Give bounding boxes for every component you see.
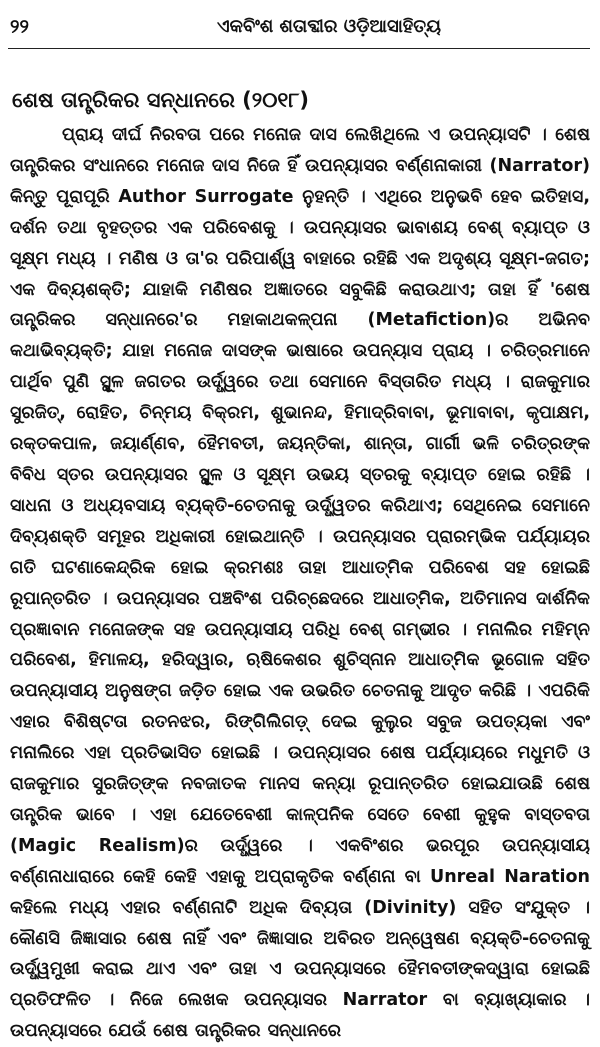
section-heading: ଶେଷ ତାନ୍ତ୍ରିକର ସନ୍ଧାନରେ (୨୦୧୮) (12, 88, 309, 112)
page-number: ୨୨ (10, 16, 29, 38)
body-paragraph: ପ୍ରାୟ ଦୀର୍ଘ ନିରବତା ପରେ ମନୋଜ ଦାସ ଲେଖିଥିଲେ ଏ ଉପନ୍ୟାସଟି । ଶେଷ ତାନ୍ତ୍ରିକର ସଂଧାନରେ ମନୋଜ ଦାସ ନିଜେ ହିଁ ଉପନ୍ୟାସର ବର୍ଣ୍ଣନାକାରୀ (Narrator) କିନ୍ତୁ ପୂରାପୂରି Author Surrogate ନୁହନ୍ତି । ଏଥିରେ ଅନୁଭବି ହେବ ଇତିହାସ, ଦର୍ଶନ ତଥା ବୃହତ୍ତର ଏକ ପରିବେଶକୁ । ଉପନ୍ୟାସର ଭାବାଶୟ ବେଶ୍ ବ୍ୟାପ୍ତ ଓ ସୂକ୍ଷ୍ମ ମଧ୍ୟ । ମଣିଷ ଓ ତା'ର ପରିପାର୍ଶ୍ୱ ବାହାରେ ରହିଛି ଏକ ଅଦୃଶ୍ୟ ସୂକ୍ଷ୍ମ-ଜଗତ; ଏକ ଦିବ୍ୟଶକ୍ତି; ଯାହାକି ମଣିଷର ଅଜ୍ଞାତରେ ସବୁକିଛି କରାଉଥାଏ; ତାହା ହିଁ 'ଶେଷ ତାନ୍ତ୍ରିକର ସନ୍ଧାନରେ'ର ମହାକାଥକଳ୍ପନା (Metafiction)ର ଅଭିନବ କଥାଭିବ୍ୟକ୍ତି; ଯାହା ମନୋଜ ଦାସଙ୍କ ଭାଷାରେ ଉପନ୍ୟାସ ପ୍ରାୟ । ଚରିତ୍ରମାନେ ପାର୍ଥିବ ପୁଣି ସ୍ଥୂଳ ଜଗତର ଉର୍ଦ୍ଧ୍ୱରେ ତଥା ସେମାନେ ବିସ୍ତାରିତ ମଧ୍ୟ । ରାଜକୁମାର ସୁରଜିତ୍, ରୋହିତ, ଚିନ୍ମୟ ବିକ୍ରମ, ଶୁଭାନନ୍ଦ, ହିମାଦ୍ରିବାବା, ଭୂମାବାବା, କୃପାକ୍ଷମ, ରକ୍ତକପାଳ, ଜୟାର୍ଣ୍ଣବ, ହୈମବତୀ, ଜୟନ୍ତିକା, ଶାନ୍ତା, ଗାର୍ଗୀ ଭଳି ଚରିତ୍ରଙ୍କ ବିବିଧ ସ୍ତର ଉପନ୍ୟାସର ସ୍ଥୂଳ ଓ ସୂକ୍ଷ୍ମ ଉଭୟ ସ୍ତରକୁ ବ୍ୟାପ୍ତ ହୋଇ ରହିଛି । ସାଧନା ଓ ଅଧ୍ୟବସାୟ ବ୍ୟକ୍ତି-ଚେତନାକୁ ଉର୍ଦ୍ଧ୍ୱତର କରିଥାଏ; ସେଥିନେଇ ସେମାନେ ଦିବ୍ୟଶକ୍ତି ସମୂହର ଅଧିକାରୀ ହୋଇଥାନ୍ତି । ଉପନ୍ୟାସର ପ୍ରାରମ୍ଭିକ ପର୍ଯ୍ୟାୟର ଗତି ଘଟଣାକେନ୍ଦ୍ରିକ ହୋଇ କ୍ରମଶଃ ତାହା ଆଧାତ୍ମିକ ପରିବେଶ ସହ ହୋଇଛି ରୂପାନ୍ତରିତ । ଉପନ୍ୟାସର ପଞ୍ଚବିଂଶ ପରିଚ୍ଛେଦରେ ଆଧାତ୍ମିକ, ଅତିମାନସ ଦାର୍ଶନିକ ପ୍ରଜ୍ଞାବାନ ମନୋଜଙ୍କ ସହ ଉପନ୍ୟାସୀୟ ପରିଧି ବେଶ୍ ଗମ୍ଭୀର । ମନାଲିର ମହିମ୍ନ ପରିବେଶ, ହିମାଳୟ, ହରିଦ୍ୱାର, ଋଷିକେଶର ଶୁଚିସ୍ନାନ ଆଧାତ୍ମିକ ଭୂଗୋଳ ସହିତ ଉପନ୍ୟାସୀୟ ଅନୁଷଙ୍ଗ ଜଡ଼ିତ ହୋଇ ଏକ ଉଭରିତ ଚେତନାକୁ ଆଦୃତ କରିଛି । ଏପରିକି ଏହାର ବିଶିଷ୍ଟତା ରତନଝର, ରିଙ୍ଗିଲିଗଡ଼୍ ଦେଇ କୁଲୁର ସବୁଜ ଉପତ୍ୟକା ଏବଂ ମନାଲିରେ ଏହା ପ୍ରତିଭାସିତ ହୋଇଛି । ଉପନ୍ୟାସର ଶେଷ ପର୍ଯ୍ୟାୟରେ ମଧୁମତି ଓ ରାଜକୁମାର ସୁରଜିତ୍‌ଙ୍କ ନବଜାତକ ମାନସ କନ୍ୟା ରୂପାନ୍ତରିତ ହୋଇଯାଉଛି ଶେଷ ତାନ୍ତ୍ରିକ ଭାବେ । ଏହା ଯେତେବେଶୀ କାଳ୍ପନିକ ସେତେ ବେଶୀ କୁହୁକ ବାସ୍ତବତା (Magic Realism)ର ଉର୍ଦ୍ଧ୍ୱରେ । ଏକବିଂଶର ଭରପୂର ଉପନ୍ୟାସୀୟ ବର୍ଣ୍ଣନାଧାରାରେ କେହି କେହି ଏହାକୁ ଅପ୍ରାକୃତିକ ବର୍ଣ୍ଣନା ବା Unreal Naration କହିଲେ ମଧ୍ୟ ଏହାର ବର୍ଣ୍ଣନାଟି ଅଧିକ ଦିବ୍ୟତା (Divinity) ସହିତ ସଂଯୁକ୍ତ । କୌଣସି ଜିଜ୍ଞାସାର ଶେଷ ନାହିଁ ଏବଂ ଜିଜ୍ଞାସାର ଅବିରତ ଅନ୍ୱେଷଣ ବ୍ୟକ୍ତି-ଚେତନାକୁ ଉର୍ଦ୍ଧ୍ୱମୁଖୀ କରାଇ ଥାଏ ଏବଂ ତାହା ଏ ଉପନ୍ୟାସରେ ହୈମବତୀଙ୍କଦ୍ୱାରା ହୋଇଛି ପ୍ରତିଫଳିତ । ନିଜେ ଲେଖକ ଉପନ୍ୟାସର Narrator ବା ବ୍ୟାଖ୍ୟାକାର । ଉପନ୍ୟାସରେ ଯେଉଁ ଶେଷ ତାନ୍ତ୍ରିକର ସନ୍ଧାନରେ (10, 125, 590, 1042)
page-header (8, 14, 590, 49)
running-title: ଏକବିଂଶ ଶତାବ୍ଦୀର ଓଡ଼ିଆସାହିତ୍ୟ (217, 16, 441, 37)
